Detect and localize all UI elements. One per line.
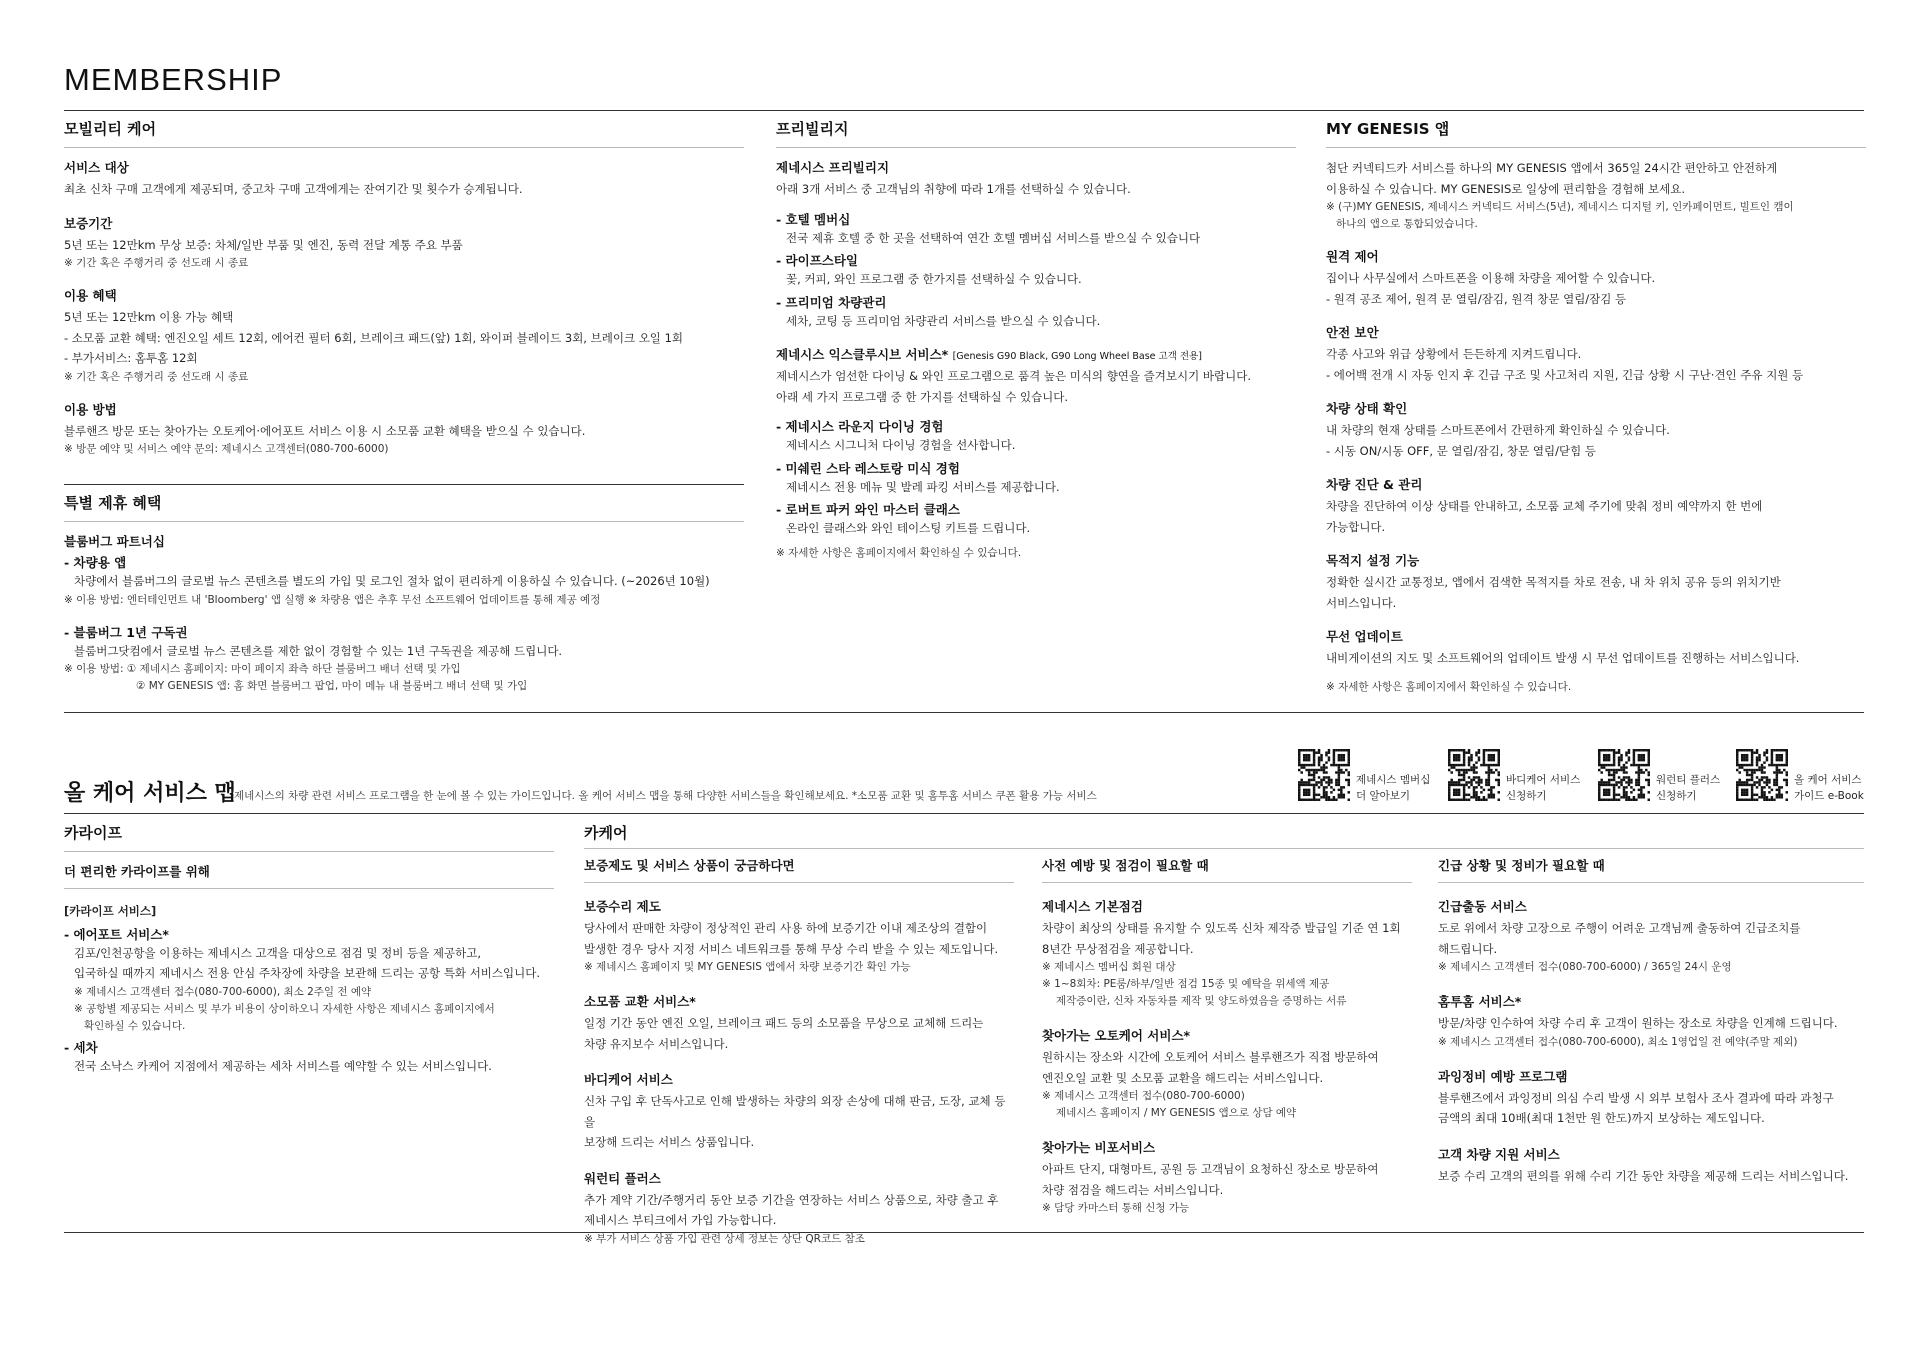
special-benefit-heading: 특별 제휴 혜택: [64, 494, 162, 512]
privilege-items: [776, 210, 1296, 332]
carcare-block-note: ※ 제네시스 고객센터 접수(080-700-6000) / 365일 24시 운영: [1438, 961, 1732, 973]
mobility-block-line: ※ 방문 예약 및 서비스 예약 문의: 제네시스 고객센터(080-700-6000): [64, 443, 389, 455]
page-title: MEMBERSHIP: [64, 62, 283, 97]
carcare-block-note: ※ 제네시스 고객센터 접수(080-700-6000): [1042, 1090, 1245, 1102]
carcare-block-line: 차량 유지보수 서비스입니다.: [584, 1036, 729, 1051]
app-feature-line: 차량을 진단하여 이상 상태를 안내하고, 소모품 교체 주기에 맞춰 정비 예약까지 한 번에: [1326, 499, 1763, 513]
carcare-block-line: 차량 점검을 해드리는 서비스입니다.: [1042, 1182, 1224, 1197]
privilege-item-desc: 온라인 클래스와 와인 테이스팅 키트를 드립니다.: [786, 521, 1031, 535]
app-feature-blocks: [1326, 247, 1866, 669]
carcare-block-title: 소모품 교환 서비스*: [584, 994, 696, 1009]
bloomberg-partnership: 블룸버그 파트너십: [64, 534, 165, 549]
carcare-column-divider: [1438, 882, 1864, 883]
title-divider: [64, 110, 1864, 111]
qr-label-line-1: 올 케어 서비스: [1794, 774, 1862, 786]
carlife-section: [64, 822, 554, 1076]
mobility-block-line: ※ 기간 혹은 주행거리 중 선도래 시 종료: [64, 370, 249, 383]
carcare-column-sub: 긴급 상황 및 정비가 필요할 때: [1438, 858, 1605, 873]
privilege-item-desc: 제네시스 시그니처 다이닝 경험을 선사합니다.: [786, 438, 1016, 452]
privilege-item-title: - 로버트 파커 와인 마스터 클래스: [776, 502, 960, 517]
subscription-title: - 블룸버그 1년 구독권: [64, 624, 188, 640]
carcare-block-title: 보증수리 제도: [584, 899, 661, 914]
carcare-column-divider: [584, 882, 1014, 883]
qr-label-line-2: 신청하기: [1506, 790, 1547, 802]
carlife-heading: 카라이프: [64, 824, 122, 842]
carcare-block-line: 일정 기간 동안 엔진 오일, 브레이크 패드 등의 소모품을 무상으로 교체해 드리는: [584, 1016, 984, 1030]
privilege-item-desc: 세차, 코팅 등 프리미엄 차량관리 서비스를 받으실 수 있습니다.: [786, 313, 1101, 328]
allcare-title: 올 케어 서비스 맵: [64, 781, 236, 806]
carcare-block-line: 차량이 최상의 상태를 유지할 수 있도록 신차 제작증 발급일 기준 연 1회: [1042, 921, 1401, 935]
carcare-block-title: 바디케어 서비스: [584, 1072, 673, 1087]
carcare-column: [1438, 856, 1864, 1186]
qr-code-label: [1794, 772, 1864, 804]
mobility-block-line: - 부가서비스: 홈투홈 12회: [64, 351, 198, 365]
carlife-sub: 더 편리한 카라이프를 위해: [64, 864, 210, 879]
carcare-column: [1042, 856, 1412, 1217]
qr-label-line-1: 워런티 플러스: [1656, 774, 1721, 786]
airport-service-title: - 에어포트 서비스*: [64, 926, 169, 942]
exclusive-desc-2: 아래 세 가지 프로그램 중 한 가지를 선택하실 수 있습니다.: [776, 389, 1069, 404]
mobility-block-title: 이용 혜택: [64, 288, 117, 303]
carcare-block-line: 금액의 최대 10배(최대 1천만 원 한도)까지 보상하는 제도입니다.: [1438, 1111, 1765, 1125]
mobility-block-line: - 소모품 교환 혜택: 엔진오일 세트 12회, 에어컨 필터 6회, 브레이크 패드(앞) 1회, 와이퍼 블레이드 3회, 브레이크 오일 1회: [64, 330, 684, 345]
carcare-block-note: ※ 제네시스 홈페이지 및 MY GENESIS 앱에서 차량 보증기간 확인 가능: [584, 961, 911, 973]
carcare-column-sub: 사전 예방 및 점검이 필요할 때: [1042, 858, 1209, 873]
carcare-block-note: ※ 제네시스 고객센터 접수(080-700-6000), 최소 1영업일 전 예약(주말 제외): [1438, 1035, 1798, 1048]
carcare-block-note: ※ 제네시스 멤버십 회원 대상: [1042, 961, 1176, 973]
special-benefit-section: [64, 492, 744, 695]
carcare-block-line: 아파트 단지, 대형마트, 공원 등 고객님이 요청하신 장소로 방문하여: [1042, 1162, 1379, 1176]
carcare-heading-divider: [584, 848, 1864, 849]
carcare-block-title: 홈투홈 서비스*: [1438, 994, 1522, 1009]
airport-note-1: ※ 제네시스 고객센터 접수(080-700-6000), 최소 2주일 전 예약: [74, 985, 372, 998]
app-feature-line: 서비스입니다.: [1326, 595, 1397, 610]
carcare-column-divider: [1042, 882, 1412, 883]
app-feature-line: 집이나 사무실에서 스마트폰을 이용해 차량을 제어할 수 있습니다.: [1326, 271, 1656, 285]
mobility-block-title: 이용 방법: [64, 401, 117, 417]
subscription-note-1: ※ 이용 방법: ① 제네시스 홈페이지: 마이 페이지 좌측 하단 블룸버그 배너 선택 및 가입: [64, 663, 461, 675]
app-feature-title: 차량 진단 & 관리: [1326, 477, 1423, 492]
qr-code-label: [1656, 772, 1720, 804]
exclusive-service-title: 제네시스 익스클루시브 서비스* [Genesis G90 Black, G90 Long Wheel Base 고객 전용]: [776, 347, 1202, 362]
mobility-care-heading: 모빌리티 케어: [64, 120, 157, 138]
mobility-block-line: 블루핸즈 방문 또는 찾아가는 오토케어·에어포트 서비스 이용 시 소모품 교환 혜택을 받으실 수 있습니다.: [64, 423, 586, 438]
carcare-block-line: 보증 수리 고객의 편의를 위해 수리 기간 동안 차량을 제공해 드리는 서비스입니다.: [1438, 1168, 1849, 1183]
privilege-item-desc: 제네시스 전용 메뉴 및 발레 파킹 서비스를 제공합니다.: [786, 479, 1060, 494]
carcare-block-line: 보장해 드리는 서비스 상품입니다.: [584, 1135, 755, 1149]
qr-code-label: [1356, 772, 1430, 804]
qr-label-line-1: 제네시스 멤버십: [1356, 774, 1431, 786]
car-app-title: - 차량용 앱: [64, 555, 127, 570]
carcare-block-line: 8년간 무상점검을 제공합니다.: [1042, 941, 1194, 956]
airport-desc-2: 입국하실 때까지 제네시스 전용 안심 주차장에 차량을 보관해 드리는 공항 특화 서비스입니다.: [74, 966, 541, 980]
app-note: ※ 자세한 사항은 홈페이지에서 확인하실 수 있습니다.: [1326, 680, 1572, 693]
app-feature-title: 안전 보안: [1326, 325, 1379, 340]
carcare-block-title: 찾아가는 오토케어 서비스*: [1042, 1028, 1191, 1043]
membership-bottom-divider: [64, 712, 1864, 713]
my-genesis-app-section: [1326, 118, 1866, 696]
app-feature-title: 원격 제어: [1326, 249, 1379, 264]
carcare-block-title: 워런티 플러스: [584, 1170, 661, 1186]
airport-desc-1: 김포/인천공항을 이용하는 제네시스 고객을 대상으로 점검 및 정비 등을 제공하고,: [74, 945, 482, 960]
allcare-desc: 제네시스의 차량 관련 서비스 프로그램을 한 눈에 볼 수 있는 가이드입니다. 올 케어 서비스 맵을 통해 다양한 서비스들을 확인해보세요. *소모품 교환 및 홈투홈 서비스 쿠폰 활용 가능 서비스: [234, 790, 1097, 802]
mobility-block-line: 5년 또는 12만km 이용 가능 혜택: [64, 310, 234, 324]
qr-label-line-2: 가이드 e-Book: [1794, 790, 1864, 802]
carcare-block-line: 신차 구입 후 단독사고로 인해 발생하는 차량의 외장 손상에 대해 판금, 도장, 교체 등을: [584, 1094, 1006, 1129]
carcare-block-title: 긴급출동 서비스: [1438, 899, 1527, 914]
qr-label-line-2: 신청하기: [1656, 790, 1697, 802]
app-feature-line: - 에어백 전개 시 자동 인지 후 긴급 구조 및 사고처리 지원, 긴급 상황 시 구난·견인 주유 지원 등: [1326, 367, 1804, 382]
privilege-heading: 프리빌리지: [776, 120, 849, 138]
carcare-block-note: 제네시스 홈페이지 / MY GENESIS 앱으로 상담 예약: [1056, 1107, 1297, 1119]
carcare-block-line: 엔진오일 교환 및 소모품 교환을 해드리는 서비스입니다.: [1042, 1070, 1324, 1085]
privilege-item-title: - 제네시스 라운지 다이닝 경험: [776, 419, 944, 434]
carcare-block-line: 도로 위에서 차량 고장으로 주행이 어려운 고객님께 출동하여 긴급조치를: [1438, 921, 1801, 935]
carcare-block-title: 찾아가는 비포서비스: [1042, 1140, 1156, 1155]
mobility-block-title: 보증기간: [64, 215, 113, 231]
carcare-column: [584, 856, 1014, 1248]
privilege-item-title: - 미쉐린 스타 레스토랑 미식 경험: [776, 460, 960, 476]
carcare-block-line: 블루핸즈에서 과잉정비 의심 수리 발생 시 외부 보험사 조사 결과에 따라 과청구: [1438, 1090, 1834, 1105]
app-intro-2: 이용하실 수 있습니다. MY GENESIS로 일상에 편리함을 경험해 보세요.: [1326, 181, 1686, 196]
qr-code-icon[interactable]: [1298, 749, 1348, 799]
carcare-block-note: 제작증이란, 신차 자동차를 제작 및 양도하였음을 증명하는 서류: [1056, 995, 1347, 1007]
airport-note-3: 확인하실 수 있습니다.: [84, 1019, 186, 1032]
carcare-block-line: 발생한 경우 당사 지정 서비스 네트워크를 통해 무상 수리 받을 수 있는 제도입니다.: [584, 941, 999, 956]
airport-note-2: ※ 공항별 제공되는 서비스 및 부가 비용이 상이하오니 자세한 사항은 제네시스 홈페이지에서: [74, 1002, 495, 1015]
mobility-care-section: [64, 118, 744, 458]
allcare-divider: [64, 813, 1864, 814]
app-feature-title: 차량 상태 확인: [1326, 401, 1408, 416]
qr-code-icon[interactable]: [1448, 749, 1498, 799]
page-bottom-divider: [64, 1232, 1864, 1233]
exclusive-items: [776, 417, 1296, 539]
carcare-block-line: 방문/차량 인수하여 차량 수리 후 고객이 원하는 장소로 차량을 인계해 드립니다.: [1438, 1016, 1838, 1030]
app-feature-line: 내 차량의 현재 상태를 스마트폰에서 간편하게 확인하실 수 있습니다.: [1326, 423, 1670, 437]
carcare-column-sub: 보증제도 및 서비스 상품이 궁금하다면: [584, 858, 795, 873]
privilege-item-desc: 전국 제휴 호텔 중 한 곳을 선택하여 연간 호텔 멤버십 서비스를 받으실 수 있습니다: [786, 230, 1201, 245]
qr-code-icon[interactable]: [1598, 749, 1648, 799]
app-feature-line: 내비게이션의 지도 및 소프트웨어의 업데이트 발생 시 무선 업데이트를 진행하는 서비스입니다.: [1326, 651, 1800, 665]
section-divider: [64, 484, 744, 485]
app-feature-line: 각종 사고와 위급 상황에서 든든하게 지켜드립니다.: [1326, 347, 1582, 361]
carcare-block-note: ※ 부가 서비스 상품 가입 관련 상세 정보는 상단 QR코드 참조: [584, 1232, 865, 1245]
qr-label-line-2: 더 알아보기: [1356, 790, 1411, 802]
app-feature-line: - 원격 공조 제어, 원격 문 열림/잠김, 원격 창문 열림/잠김 등: [1326, 291, 1627, 306]
qr-code-icon[interactable]: [1736, 749, 1786, 799]
car-app-desc: 차량에서 블룸버그의 글로벌 뉴스 콘텐츠를 별도의 가입 및 로그인 절차 없이 편리하게 이용하실 수 있습니다. (~2026년 10월): [74, 574, 710, 588]
subscription-desc: 블룸버그닷컴에서 글로벌 뉴스 콘텐츠를 제한 없이 경험할 수 있는 1년 구독권을 제공해 드립니다.: [74, 643, 563, 658]
carcare-block-note: ※ 담당 카마스터 통해 신청 가능: [1042, 1202, 1190, 1214]
carcare-block-line: 제네시스 부티크에서 가입 가능합니다.: [584, 1213, 777, 1227]
privilege-item-title: - 라이프스타일: [776, 253, 858, 268]
privilege-item-title: - 프리미엄 차량관리: [776, 294, 887, 310]
app-feature-title: 무선 업데이트: [1326, 629, 1403, 644]
carcare-block-title: 고객 차량 지원 서비스: [1438, 1146, 1560, 1162]
mobility-block-line: 5년 또는 12만km 무상 보증: 차체/일반 부품 및 엔진, 동력 전달 계통 주요 부품: [64, 237, 463, 252]
app-feature-title: 목적지 설정 기능: [1326, 553, 1420, 568]
mobility-block-line: 최초 신차 구매 고객에게 제공되며, 중고차 구매 고객에게는 잔여기간 및 횟수가 승계됩니다.: [64, 182, 523, 196]
my-genesis-app-heading: MY GENESIS 앱: [1326, 120, 1450, 138]
carcare-block-title: 과잉정비 예방 프로그램: [1438, 1068, 1568, 1084]
subscription-note-2: ② MY GENESIS 앱: 홈 화면 블룸버그 팝업, 마이 메뉴 내 블룸버그 배너 선택 및 가입: [136, 680, 528, 692]
carcare-heading: 카케어: [584, 824, 628, 842]
carcare-block-title: 제네시스 기본점검: [1042, 899, 1143, 914]
mobility-care-blocks: [64, 158, 744, 458]
app-intro-1: 첨단 커넥티드카 서비스를 하나의 MY GENESIS 앱에서 365일 24시간 편안하고 안전하게: [1326, 161, 1778, 175]
exclusive-desc-1: 제네시스가 엄선한 다이닝 & 와인 프로그램으로 품격 높은 미식의 향연을 즐겨보시기 바랍니다.: [776, 369, 1251, 383]
qr-label-line-1: 바디케어 서비스: [1506, 774, 1581, 786]
app-feature-line: - 시동 ON/시동 OFF, 문 열림/잠김, 창문 열림/닫힘 등: [1326, 443, 1597, 458]
carcare-block-line: 추가 계약 기간/주행거리 동안 보증 기간을 연장하는 서비스 상품으로, 차량 출고 후: [584, 1192, 999, 1207]
privilege-item-desc: 꽃, 커피, 와인 프로그램 중 한가지를 선택하실 수 있습니다.: [786, 272, 1082, 286]
privilege-section: [776, 118, 1296, 562]
carcare-block-line: 원하시는 장소와 시간에 오토케어 서비스 블루핸즈가 직접 방문하여: [1042, 1050, 1379, 1064]
mobility-block-line: ※ 기간 혹은 주행거리 중 선도래 시 종료: [64, 257, 249, 269]
carcare-block-line: 당사에서 판매한 차량이 정상적인 관리 사용 하에 보증기간 이내 제조상의 결함이: [584, 921, 988, 935]
app-intro-note-2: 하나의 앱으로 통합되었습니다.: [1336, 218, 1478, 230]
privilege-note: ※ 자세한 사항은 홈페이지에서 확인하실 수 있습니다.: [776, 546, 1022, 559]
carcare-block-note: ※ 1~8회차: PE룸/하부/일반 점검 15종 및 예탁을 위세액 제공: [1042, 978, 1330, 990]
wash-desc: 전국 소낙스 카케어 지점에서 제공하는 세차 서비스를 예약할 수 있는 서비스입니다.: [74, 1058, 492, 1073]
qr-code-label: [1506, 772, 1580, 804]
app-feature-line: 정확한 실시간 교통정보, 앱에서 검색한 목적지를 차로 전송, 내 차 위치 공유 등의 위치기반: [1326, 575, 1781, 589]
car-app-note: ※ 이용 방법: 엔터테인먼트 내 'Bloomberg' 앱 실행 ※ 차량용 앱은 추후 무선 소프트웨어 업데이트를 통해 제공 예정: [64, 593, 601, 606]
mobility-block-title: 서비스 대상: [64, 160, 129, 175]
genesis-privilege-title: 제네시스 프리빌리지: [776, 160, 890, 175]
app-feature-line: 가능합니다.: [1326, 519, 1386, 534]
wash-title: - 세차: [64, 1039, 98, 1055]
privilege-item-title: - 호텔 멤버십: [776, 211, 851, 227]
app-intro-note-1: ※ (구)MY GENESIS, 제네시스 커넥티드 서비스(5년), 제네시스 디지털 키, 인카페이먼트, 빌트인 캠이: [1326, 201, 1794, 213]
genesis-privilege-desc: 아래 3개 서비스 중 고객님의 취향에 따라 1개를 선택하실 수 있습니다.: [776, 182, 1131, 196]
carlife-group: [카라이프 서비스]: [64, 904, 157, 918]
carcare-block-line: 해드립니다.: [1438, 941, 1498, 956]
